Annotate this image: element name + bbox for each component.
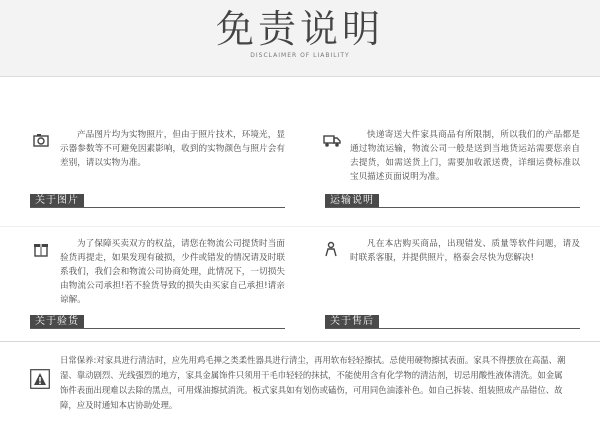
panel-transport-text: 快递寄送大件家具商品有所限制，所以我们的产品都是通过物流运输，物流公司一般是送到当地货运站需要您亲自去提货，如需送货上门，需要加收派送费，详细运费标准以宝贝描述页面说明为准。 — [350, 130, 580, 182]
maintenance-text: 日常保养:对家具进行清洁时，应先用鸡毛掸之类柔性器具进行清尘，再用软布轻轻擦拭。忌使用硬物擦拭表面。家具不得摆放在高温、潮湿、靠动剧烈、光线强烈的地方，家具金属饰件只须用干毛巾轻轻的抹拭，不能使用含有化学物的清洁剂，切忌用酸性液体清洗。如金属饰件表面出现难以去除的黑点，可用煤油擦拭消洗。板式家具如有划伤或磕伤，可用同色油漆补色。如自己拆装、组装照成产品错位、故障，应及时通知本店协助处理。 — [60, 355, 566, 410]
panel-inspection — [0, 0, 300, 340]
panel-after-sales — [300, 0, 600, 340]
panel-after-sales-label: 关于售后 — [325, 315, 379, 328]
panel-after-sales-underline — [325, 328, 580, 329]
support-person-icon — [323, 241, 339, 257]
package-icon — [33, 241, 49, 257]
panel-inspection-text: 为了保障买卖双方的权益，请您在物流公司提货时当面验货再提走，如果发现有破损，少件或错发的情况请及时联系我们，我们会和物流公司协商处理，此情况下，一切损失由物流公司承担!若不验货导致的损失由买家自己承担!请亲谅解。 — [60, 239, 285, 305]
panel-inspection-label: 关于验货 — [30, 315, 84, 328]
warning-icon — [30, 369, 50, 389]
panel-pictures-text: 产品图片均为实物照片，但由于照片技术，环境光，显示器参数等不可避免因素影响，收到的实物颜色与照片会有差别，请以实物为准。 — [60, 130, 285, 168]
page-title: 免责说明 — [215, 7, 384, 51]
panel-inspection-underline — [30, 328, 285, 329]
page-subtitle: DISCLAIMER OF LIABILITY — [250, 52, 350, 59]
panel-pictures-label: 关于图片 — [30, 194, 84, 207]
panel-after-sales-text: 凡在本店购买商品，出现错发、质量等软件问题，请及时联系客服，并提供照片，格泰会尽快为您解决! — [350, 239, 580, 263]
bottom-divider — [0, 341, 600, 342]
panel-transport-label: 运输说明 — [325, 194, 379, 207]
